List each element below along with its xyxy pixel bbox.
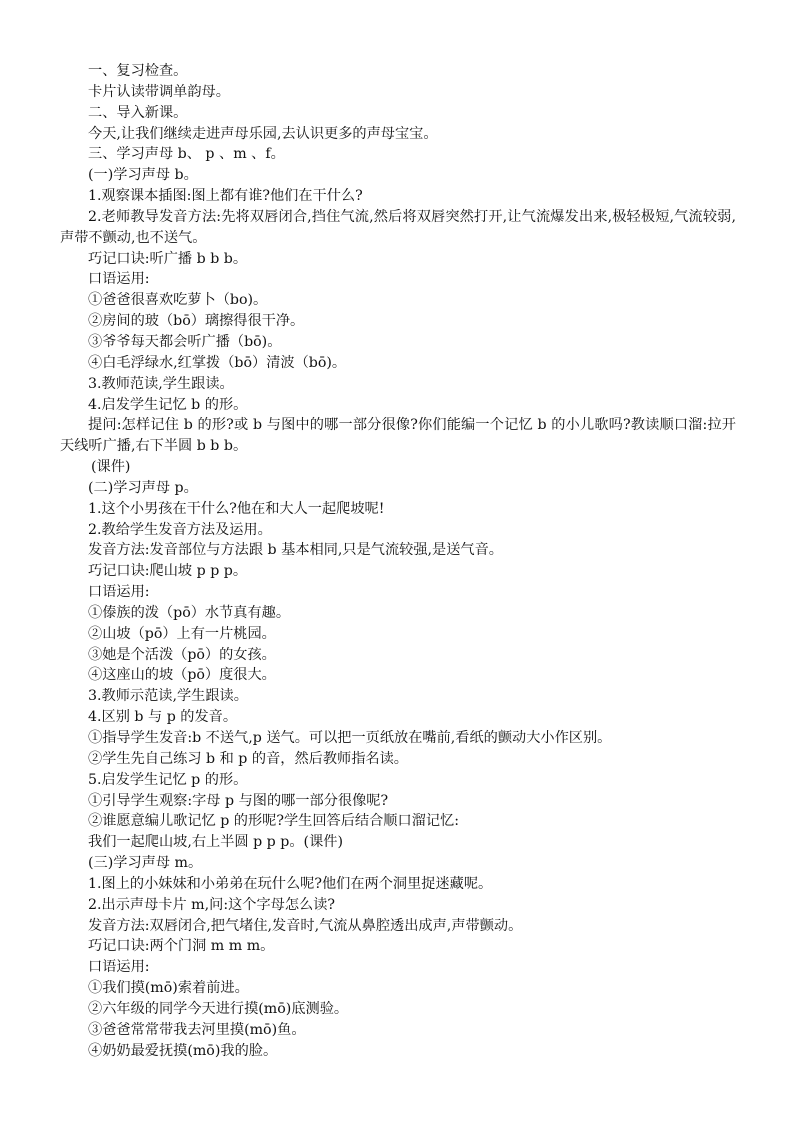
text-line: 1.观察课本插图:图上都有谁?他们在干什么? (88, 188, 363, 205)
text-line: 3.教师示范读,学生跟读。 (88, 688, 248, 705)
text-line: 提问:怎样记住 b 的形?或 b 与图中的哪一部分很像?你们能编一个记忆 b 的小儿歌吗?教读顺口溜:拉开天线听广播,右下半圆 b b b。 (60, 417, 736, 455)
text-line: 一、复习检查。 (88, 63, 188, 79)
text-line: 口语运用: (88, 584, 150, 601)
text-line: 卡片认读带调单韵母。 (88, 83, 230, 100)
text-line: 1.图上的小妹妹和小弟弟在玩什么呢?他们在两个洞里捉迷藏呢。 (88, 875, 493, 892)
text-line: 4.启发学生记忆 b 的形。 (88, 396, 248, 413)
text-line: 发音方法:双唇闭合,把气堵住,发音时,气流从鼻腔透出成声,声带颤动。 (88, 917, 523, 934)
text-line: ①我们摸(mō)索着前进。 (88, 980, 249, 997)
text-line: ②六年级的同学今天进行摸(mō)底测验。 (88, 1000, 349, 1017)
text-line: ④这座山的坡（pō）度很大。 (88, 667, 276, 684)
document-page (60, 61, 736, 1062)
text-line: 3.教师范读,学生跟读。 (88, 375, 234, 392)
text-line: ③爸爸常常带我去河里摸(mō)鱼。 (88, 1021, 306, 1038)
text-line: ②山坡（pō）上有一片桃园。 (88, 625, 276, 642)
text-line: ①引导学生观察:字母 p 与图的哪一部分很像呢? (88, 792, 389, 809)
text-line: ②学生先自己练习 b 和 p 的音，然后教师指名读。 (88, 750, 408, 767)
text-line: (一)学习声母 b。 (88, 167, 198, 184)
text-line: 口语运用: (88, 271, 150, 288)
text-line: ②谁愿意编儿歌记忆 p 的形呢?学生回答后结合顺口溜记忆: (88, 813, 459, 830)
text-line: ③爷爷每天都会听广播（bō)。 (88, 333, 282, 350)
text-line: 我们一起爬山坡,右上半圆 p p p。(课件) (88, 834, 343, 851)
text-line: 二、导入新课。 (88, 104, 188, 121)
text-line: ④白毛浮绿水,红掌拨（bō）清波（bō)。 (88, 354, 347, 371)
text-line: ①爸爸很喜欢吃萝卜（bo)。 (88, 292, 268, 309)
text-line: (二)学习声母 p。 (88, 479, 198, 496)
text-line: 发音方法:发音部位与方法跟 b 基本相同,只是气流较强,是送气音。 (88, 542, 503, 559)
text-line: 2.教给学生发音方法及运用。 (88, 521, 272, 538)
text-line: ②房间的玻（bō）璃擦得很干净。 (88, 313, 305, 330)
text-line: 2.老师教导发音方法:先将双唇闭合,挡住气流,然后将双唇突然打开,让气流爆发出来,极轻极短,气流较弱,声带不颤动,也不送气。 (60, 208, 736, 246)
text-line: 1.这个小男孩在干什么?他在和大人一起爬坡呢! (88, 500, 385, 517)
text-line: 三、学习声母 b、 p 、m 、f。 (88, 146, 285, 163)
text-line: 巧记口诀:爬山坡 p p p。 (88, 563, 248, 580)
text-line: 4.区别 b 与 p 的发音。 (88, 709, 238, 726)
text-line: 今天,让我们继续走进声母乐园,去认识更多的声母宝宝。 (88, 125, 438, 142)
text-line: ①傣族的泼（pō）水节真有趣。 (88, 604, 291, 621)
text-line: ④奶奶最爱抚摸(mō)我的脸。 (88, 1042, 278, 1059)
text-line: 巧记口诀:听广播 b b b。 (88, 250, 248, 267)
text-line: ①指导学生发音:b 不送气,p 送气。可以把一页纸放在嘴前,看纸的颤动大小作区别。 (88, 730, 612, 746)
text-line: 2.出示声母卡片 m,问:这个字母怎么读? (88, 896, 336, 913)
text-line: (课件) (91, 459, 131, 476)
text-line: ③她是个活泼（pō）的女孩。 (88, 646, 276, 663)
text-line: 口语运用: (88, 959, 150, 976)
text-line: 巧记口诀:两个门洞 m m m。 (88, 938, 275, 955)
text-line: 5.启发学生记忆 p 的形。 (88, 771, 248, 788)
text-line: (三)学习声母 m。 (88, 855, 203, 872)
